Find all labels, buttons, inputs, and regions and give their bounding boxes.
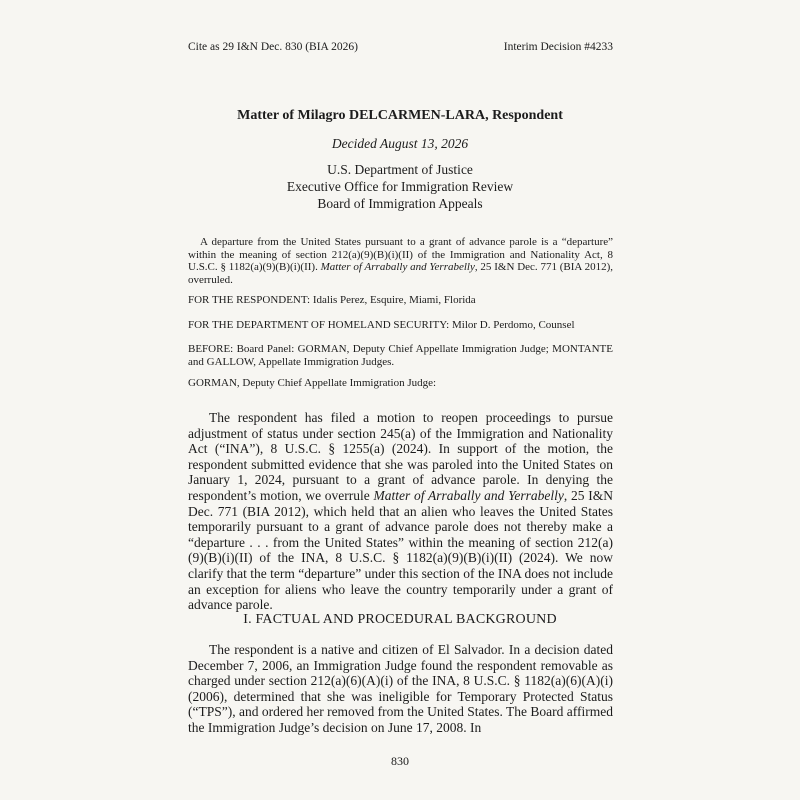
headnote [188,236,613,286]
citation: Cite as 29 I&N Dec. 830 (BIA 2026) [188,41,358,53]
agency-line-doj: U.S. Department of Justice [327,162,473,177]
paragraph-1-text-start: The respondent has filed a motion to reopen proceedings to pursue adjustment of status under section 245(a) of the Immigration and Nationality Act (“INA”), 8 U.S.C. § 1255(a) (2024). In support of the motion, the respondent submitted evidence that she was paroled into the United States on January 1, 2024, pursuant to a grant of advance parole. In denying the respondent’s motion, we overrule [188,410,613,503]
decision-number: Interim Decision #4233 [503,41,613,53]
section-heading: I. FACTUAL AND PROCEDURAL BACKGROUND [243,612,557,627]
opinion-author: GORMAN, Deputy Chief Appellate Immigration Judge: [188,377,437,389]
headnote-text-end: , 25 I&N Dec. 771 (BIA 2012), overruled. [188,261,613,286]
agency-block [0,161,800,212]
headnote-case-name: Matter of Arrabally and Yerrabelly [320,261,475,273]
panel-line: BEFORE: Board Panel: GORMAN, Deputy Chief Appellate Immigration Judge; MONTANTE and GALLOW, Appellate Immigration Judges. [188,343,613,368]
agency-line-eoir: Executive Office for Immigration Review [286,179,514,194]
agency-line-bia: Board of Immigration Appeals [317,196,483,211]
opinion-paragraph-2: The respondent is a native and citizen of El Salvador. In a decision dated December 7, 2006, an Immigration Judge found the respondent removable as charged under section 212(a)(6)(A)(i) of the INA, 8 U.S.C. § 1182(a)(6)(A)(i) (2006), determined that she was ineligible for Temporary Protected Status (“TPS”), and ordered her removed from the United States. The Board affirmed the Immigration Judge’s decision on June 17, 2008. In [188,642,613,735]
paragraph-1-text-end: , 25 I&N Dec. 771 (BIA 2012), which held that an alien who leaves the United States temporarily pursuant to a grant of advance parole does not thereby make a “departure . . . from the United States” within the meaning of section 212(a)(9)(B)(i)(II) of the INA, 8 U.S.C. § 1182(a)(9)(B)(i)(II) (2024). We now clarify that the term “departure” under this section of the INA does not include an exception for aliens who leave the country temporarily under a grant of advance parole. [188,487,613,613]
opinion-paragraph-1 [188,410,613,613]
headnote-text-start: A departure from the United States pursuant to a grant of advance parole is a “departure” within the meaning of section 212(a)(9)(B)(i)(II) of the Immigration and Nationality Act, 8 U.S.C. § 1182(a)(9)(B)(i)(II). [188,236,613,273]
case-title: Matter of Milagro DELCARMEN-LARA, Respondent [237,108,563,123]
running-header [188,41,613,53]
counsel-respondent: FOR THE RESPONDENT: Idalis Perez, Esquire, Miami, Florida [188,294,476,306]
page-number: 830 [391,754,409,768]
paragraph-1-case-name: Matter of Arrabally and Yerrabelly [373,487,564,503]
decision-date: Decided August 13, 2026 [331,136,469,151]
counsel-dhs: FOR THE DEPARTMENT OF HOMELAND SECURITY: Milor D. Perdomo, Counsel [188,319,575,331]
